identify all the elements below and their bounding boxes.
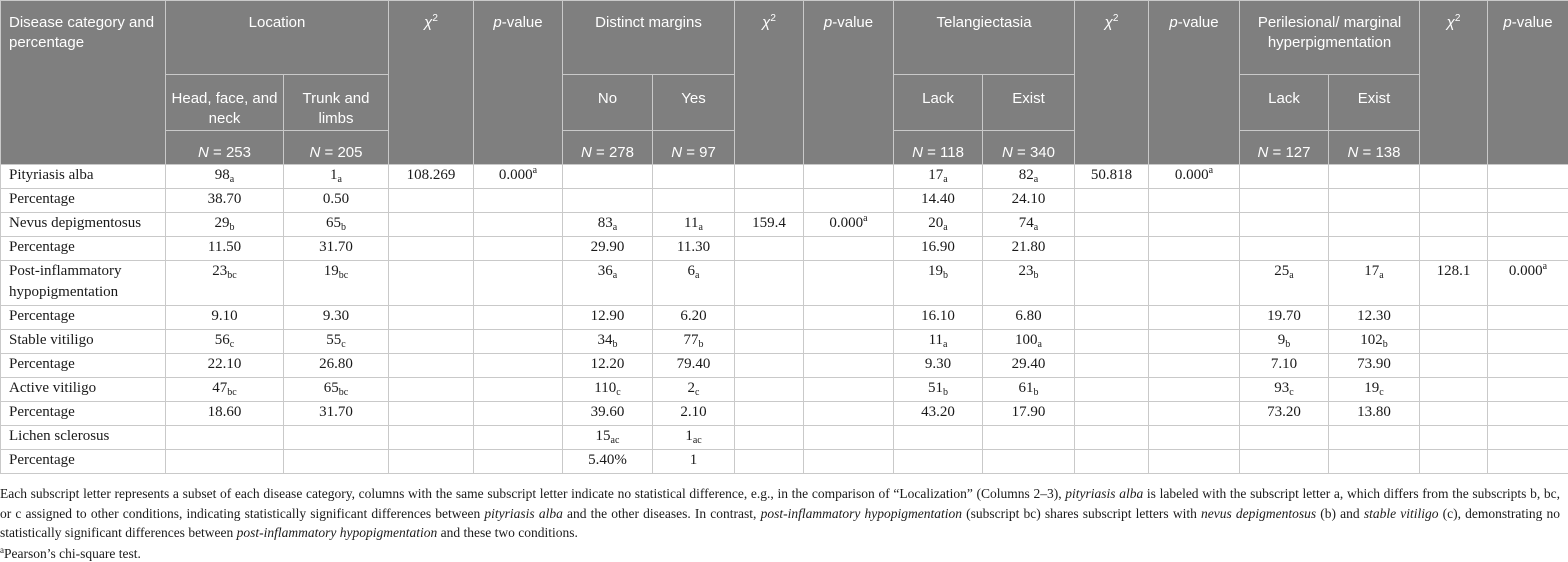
table-cell	[1075, 189, 1149, 213]
table-cell	[389, 306, 474, 330]
table-cell	[804, 261, 894, 306]
table-cell: $110_c$	[563, 378, 653, 402]
table-cell: $19_c$	[1329, 378, 1420, 402]
table-cell	[1488, 354, 1568, 378]
table-cell	[653, 165, 735, 189]
table-cell: $6_a$	[653, 261, 735, 306]
header-hyperpig-lack: Lack	[1240, 75, 1329, 131]
table-cell	[1488, 306, 1568, 330]
table-cell	[166, 426, 284, 450]
table-cell	[389, 354, 474, 378]
table-cell	[1488, 237, 1568, 261]
table-cell	[389, 450, 474, 474]
table-cell: 26.80	[284, 354, 389, 378]
table-cell: $1_{ac}$	[653, 426, 735, 450]
table-cell: 0.50	[284, 189, 389, 213]
table-cell: 1	[653, 450, 735, 474]
table-cell: 12.20	[563, 354, 653, 378]
table-cell: $65_{bc}$	[284, 378, 389, 402]
table-cell	[1149, 426, 1240, 450]
table-cell	[1149, 189, 1240, 213]
table-cell	[1488, 165, 1568, 189]
table-cell: $15_{ac}$	[563, 426, 653, 450]
table-cell: 159.4	[735, 213, 804, 237]
table-cell	[1329, 189, 1420, 213]
table-cell: 31.70	[284, 402, 389, 426]
table-cell	[1488, 402, 1568, 426]
table-cell: 31.70	[284, 237, 389, 261]
header-trunk-limbs: Trunk and limbs	[284, 75, 389, 131]
header-p-value: p-value	[1488, 1, 1568, 165]
table-cell	[474, 450, 563, 474]
header-p-value: p-value	[804, 1, 894, 165]
table-cell	[1420, 213, 1488, 237]
row-label: Percentage	[1, 306, 166, 330]
table-cell: 73.20	[1240, 402, 1329, 426]
table-cell	[735, 237, 804, 261]
table-cell	[735, 261, 804, 306]
table-cell	[1488, 213, 1568, 237]
header-chi-square: $\chi^2$	[389, 1, 474, 165]
table-cell: $19_b$	[894, 261, 983, 306]
table-cell: $2_c$	[653, 378, 735, 402]
table-cell	[1075, 330, 1149, 354]
table-cell	[1149, 402, 1240, 426]
row-label: Percentage	[1, 237, 166, 261]
table-cell	[1420, 354, 1488, 378]
header-chi-square: $\chi^2$	[1075, 1, 1149, 165]
table-cell	[474, 426, 563, 450]
header-n-hyp-exist: N = 138	[1329, 131, 1420, 165]
table-cell: 6.80	[983, 306, 1075, 330]
header-telangiectasia-lack: Lack	[894, 75, 983, 131]
table-cell	[804, 354, 894, 378]
table-cell	[474, 189, 563, 213]
table-cell: 12.30	[1329, 306, 1420, 330]
table-cell: 39.60	[563, 402, 653, 426]
table-cell: 0.000$^a$	[474, 165, 563, 189]
table-row	[1, 213, 1568, 237]
table-cell	[804, 402, 894, 426]
table-cell	[1420, 237, 1488, 261]
table-cell	[1329, 213, 1420, 237]
table-cell: $51_b$	[894, 378, 983, 402]
table-cell: $29_b$	[166, 213, 284, 237]
table-cell: $55_c$	[284, 330, 389, 354]
table-cell	[474, 402, 563, 426]
table-cell	[1075, 261, 1149, 306]
table-cell: 14.40	[894, 189, 983, 213]
table-row	[1, 306, 1568, 330]
table-cell: 19.70	[1240, 306, 1329, 330]
table-row	[1, 426, 1568, 450]
table-cell	[1075, 306, 1149, 330]
table-cell: $82_a$	[983, 165, 1075, 189]
table-cell: $34_b$	[563, 330, 653, 354]
table-row	[1, 189, 1568, 213]
table-cell	[1149, 354, 1240, 378]
table-cell	[284, 450, 389, 474]
row-label: Post-inflammatory hypopigmentation	[1, 261, 166, 306]
table-cell	[804, 378, 894, 402]
table-cell: 0.000$^a$	[1149, 165, 1240, 189]
header-location: Location	[166, 1, 389, 75]
table-cell: $23_b$	[983, 261, 1075, 306]
table-cell	[474, 237, 563, 261]
table-cell	[1075, 450, 1149, 474]
table-cell: $61_b$	[983, 378, 1075, 402]
row-label: Percentage	[1, 450, 166, 474]
table-cell	[1488, 378, 1568, 402]
table-cell: 128.1	[1420, 261, 1488, 306]
row-label: Pityriasis alba	[1, 165, 166, 189]
table-cell	[983, 450, 1075, 474]
table-cell	[1329, 450, 1420, 474]
table-cell: $17_a$	[894, 165, 983, 189]
table-cell	[474, 354, 563, 378]
header-n-hyp-lack: N = 127	[1240, 131, 1329, 165]
table-cell	[894, 450, 983, 474]
table-cell	[1149, 306, 1240, 330]
table-cell	[1420, 165, 1488, 189]
table-cell	[474, 306, 563, 330]
table-row	[1, 402, 1568, 426]
table-cell	[804, 306, 894, 330]
table-cell	[1149, 450, 1240, 474]
row-label: Lichen sclerosus	[1, 426, 166, 450]
table-cell: 50.818	[1075, 165, 1149, 189]
table-cell: 21.80	[983, 237, 1075, 261]
table-cell	[1329, 165, 1420, 189]
table-cell	[804, 330, 894, 354]
table-cell: 13.80	[1329, 402, 1420, 426]
header-n-margins-yes: N = 97	[653, 131, 735, 165]
table-cell: $98_a$	[166, 165, 284, 189]
table-cell	[1420, 306, 1488, 330]
table-cell	[804, 189, 894, 213]
table-cell: 9.30	[894, 354, 983, 378]
table-cell	[735, 165, 804, 189]
table-cell: 5.40%	[563, 450, 653, 474]
table-cell	[653, 189, 735, 213]
table-cell: 9.10	[166, 306, 284, 330]
table-cell	[1240, 237, 1329, 261]
table-cell	[735, 354, 804, 378]
table-body	[1, 165, 1568, 474]
table-cell: $83_a$	[563, 213, 653, 237]
table-cell: 18.60	[166, 402, 284, 426]
table-cell: 73.90	[1329, 354, 1420, 378]
header-disease-category: Disease category and percentage	[1, 1, 166, 165]
table-cell	[389, 402, 474, 426]
table-cell	[1075, 354, 1149, 378]
table-cell: 0.000$^a$	[804, 213, 894, 237]
table-cell	[389, 237, 474, 261]
table-cell: $47_{bc}$	[166, 378, 284, 402]
header-distinct-margins: Distinct margins	[563, 1, 735, 75]
header-margins-no: No	[563, 75, 653, 131]
table-row	[1, 330, 1568, 354]
table-cell	[474, 330, 563, 354]
table-cell	[735, 450, 804, 474]
table-cell	[389, 426, 474, 450]
table-cell: 12.90	[563, 306, 653, 330]
table-cell: $11_a$	[653, 213, 735, 237]
table-cell	[389, 378, 474, 402]
table-cell	[1075, 426, 1149, 450]
table-cell	[1240, 450, 1329, 474]
table-cell	[1420, 378, 1488, 402]
row-label: Active vitiligo	[1, 378, 166, 402]
header-margins-yes: Yes	[653, 75, 735, 131]
table-row	[1, 378, 1568, 402]
table-cell	[1149, 330, 1240, 354]
table-cell: 38.70	[166, 189, 284, 213]
header-telangiectasia-exist: Exist	[983, 75, 1075, 131]
table-cell	[389, 261, 474, 306]
table-cell: 9.30	[284, 306, 389, 330]
table-cell: $100_a$	[983, 330, 1075, 354]
table-cell	[1420, 402, 1488, 426]
table-cell	[474, 378, 563, 402]
table-cell	[735, 306, 804, 330]
table-cell	[1149, 378, 1240, 402]
table-cell	[389, 213, 474, 237]
table-cell: $74_a$	[983, 213, 1075, 237]
table-cell	[983, 426, 1075, 450]
table-cell: $9_b$	[1240, 330, 1329, 354]
table-cell	[735, 426, 804, 450]
table-cell: 7.10	[1240, 354, 1329, 378]
table-cell: 0.000$^a$	[1488, 261, 1568, 306]
table-cell	[166, 450, 284, 474]
table-cell: 29.40	[983, 354, 1075, 378]
header-chi-square: $\chi^2$	[1420, 1, 1488, 165]
table-cell	[1240, 189, 1329, 213]
table-cell	[735, 330, 804, 354]
table-row	[1, 165, 1568, 189]
table-row	[1, 450, 1568, 474]
header-head-face-neck: Head, face, and neck	[166, 75, 284, 131]
table-cell	[1240, 213, 1329, 237]
row-label: Percentage	[1, 189, 166, 213]
table-cell: 108.269	[389, 165, 474, 189]
table-cell: $36_a$	[563, 261, 653, 306]
row-label: Percentage	[1, 402, 166, 426]
table-cell: 2.10	[653, 402, 735, 426]
header-n-tel-exist: N = 340	[983, 131, 1075, 165]
header-n-tel-lack: N = 118	[894, 131, 983, 165]
table-cell: 17.90	[983, 402, 1075, 426]
table-cell	[389, 189, 474, 213]
table-cell	[735, 189, 804, 213]
table-cell	[563, 189, 653, 213]
row-label: Percentage	[1, 354, 166, 378]
table-cell: $77_b$	[653, 330, 735, 354]
table-cell: 43.20	[894, 402, 983, 426]
table-cell	[804, 450, 894, 474]
table-cell: $23_{bc}$	[166, 261, 284, 306]
table-cell	[1149, 237, 1240, 261]
table-cell	[563, 165, 653, 189]
table-cell	[284, 426, 389, 450]
header-p-value: p-value	[1149, 1, 1240, 165]
header-n-head: N = 253	[166, 131, 284, 165]
table-cell: 24.10	[983, 189, 1075, 213]
row-label: Nevus depigmentosus	[1, 213, 166, 237]
table-cell	[474, 213, 563, 237]
row-label: Stable vitiligo	[1, 330, 166, 354]
header-chi-square: $\chi^2$	[735, 1, 804, 165]
table-cell	[735, 402, 804, 426]
table-cell	[1420, 189, 1488, 213]
table-cell	[474, 261, 563, 306]
table-cell: $1_a$	[284, 165, 389, 189]
table-cell	[1488, 189, 1568, 213]
table-cell	[389, 330, 474, 354]
header-p-value: p-value	[474, 1, 563, 165]
table-cell: $93_c$	[1240, 378, 1329, 402]
table-cell	[1329, 237, 1420, 261]
header-telangiectasia: Telangiectasia	[894, 1, 1075, 75]
table-cell: $20_a$	[894, 213, 983, 237]
header-n-margins-no: N = 278	[563, 131, 653, 165]
table-cell: 22.10	[166, 354, 284, 378]
table-cell	[1420, 450, 1488, 474]
table-cell: 29.90	[563, 237, 653, 261]
table-cell	[894, 426, 983, 450]
table-cell	[1149, 261, 1240, 306]
header-hyperpigmentation: Perilesional/ marginal hyperpigmentation	[1240, 1, 1420, 75]
table-cell	[804, 237, 894, 261]
table-cell	[1329, 426, 1420, 450]
table-cell	[1075, 213, 1149, 237]
table-cell: 16.10	[894, 306, 983, 330]
table-row	[1, 261, 1568, 306]
header-hyperpig-exist: Exist	[1329, 75, 1420, 131]
footnote-text: Each subscript letter represents a subset of each disease category, columns with the same subscript letter indicate no statistical difference, e.g., in the comparison of “Localization” (Columns 2–3), pityriasis alba is labeled with the subscript letter a, which differs from the subscripts b, bc, or c assigned to other conditions, indicating statistically significant differences between pityriasis alba and the other diseases. In contrast, post-inflammatory hypopigmentation (subscript bc) shares subscript letters with nevus depigmentosus (b) and stable vitiligo (c), demonstrating no statistically significant differences between post-inflammatory hypopigmentation and these two conditions.	[0, 486, 1561, 541]
table-row	[1, 237, 1568, 261]
table-cell	[1420, 330, 1488, 354]
table-cell: $65_b$	[284, 213, 389, 237]
table-cell	[1075, 378, 1149, 402]
table-footnote	[0, 484, 1560, 543]
table-cell	[1240, 165, 1329, 189]
table-cell: $17_a$	[1329, 261, 1420, 306]
table-cell: $25_a$	[1240, 261, 1329, 306]
table-cell	[1075, 237, 1149, 261]
header-n-trunk: N = 205	[284, 131, 389, 165]
table-cell: 16.90	[894, 237, 983, 261]
footnote-test-note: $^a$Pearson’s chi-square test.	[0, 545, 141, 561]
table-cell	[1149, 213, 1240, 237]
table-cell: 11.50	[166, 237, 284, 261]
table-cell	[1075, 402, 1149, 426]
table-row	[1, 354, 1568, 378]
table-cell	[1488, 426, 1568, 450]
table-cell	[1420, 426, 1488, 450]
table-cell: $11_a$	[894, 330, 983, 354]
table-cell: 6.20	[653, 306, 735, 330]
table-cell	[1488, 450, 1568, 474]
table-cell	[735, 378, 804, 402]
table-cell: $56_c$	[166, 330, 284, 354]
table-cell	[804, 426, 894, 450]
table-cell: 79.40	[653, 354, 735, 378]
table-cell: $102_b$	[1329, 330, 1420, 354]
table-cell: $19_{bc}$	[284, 261, 389, 306]
table-cell	[804, 165, 894, 189]
table-cell	[1240, 426, 1329, 450]
table-cell	[1488, 330, 1568, 354]
table-cell: 11.30	[653, 237, 735, 261]
